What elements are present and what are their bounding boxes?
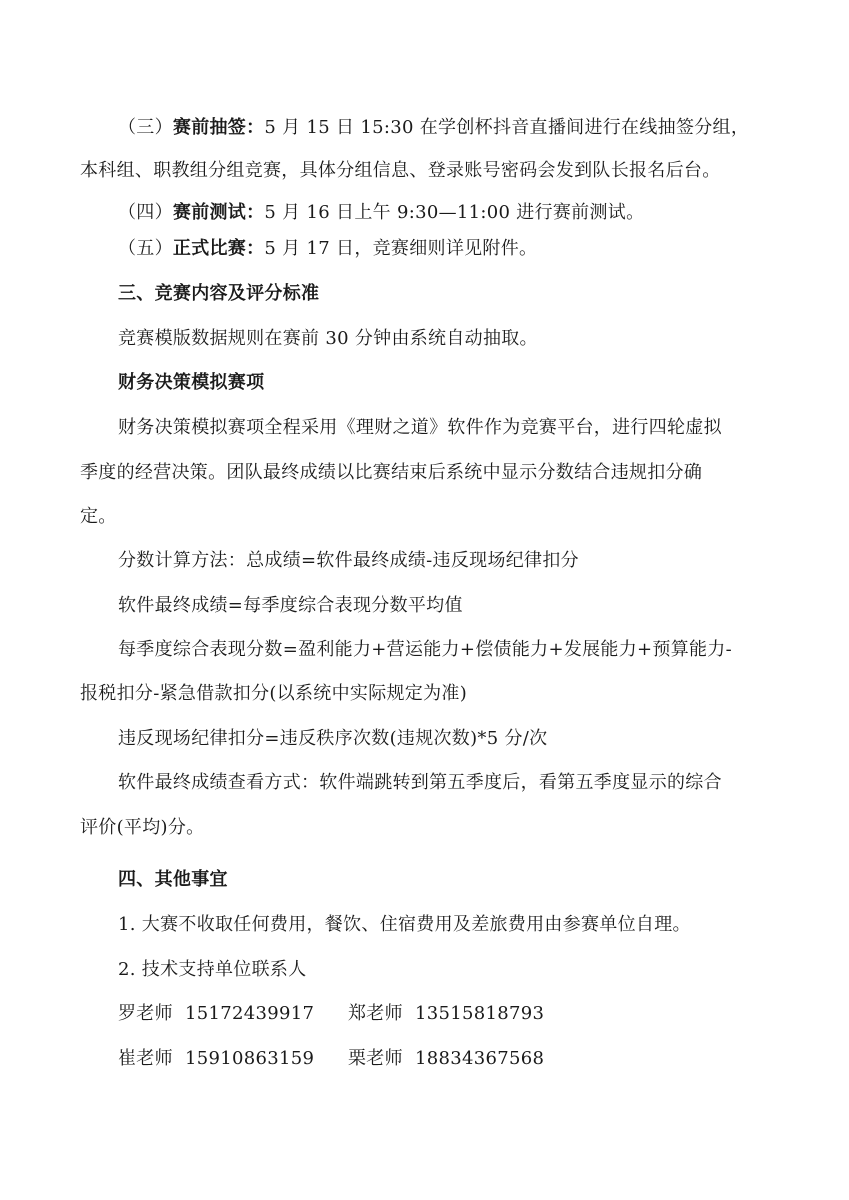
schedule-draw-label: 赛前抽签： (172, 117, 265, 138)
section-4-item-2: 2. 技术支持单位联系人 (118, 959, 307, 980)
formula-quarter-line-2: 报税扣分-紧急借款扣分(以系统中实际规定为准) (80, 683, 468, 704)
contact-phone: 15910863159 (184, 1048, 315, 1069)
formula-total: 分数计算方法：总成绩=软件最终成绩-违反现场纪律扣分 (118, 550, 579, 571)
schedule-test-label: 赛前测试： (172, 202, 265, 223)
schedule-draw-line-1 (118, 115, 749, 141)
contact-name: 郑老师 (348, 1003, 403, 1024)
formula-discipline: 违反现场纪律扣分=违反秩序次数(违规次数)*5 分/次 (118, 728, 548, 749)
schedule-test (118, 200, 644, 226)
contact-name: 崔老师 (118, 1048, 173, 1069)
schedule-test-text: 5 月 16 日上午 9:30—11:00 进行赛前测试。 (264, 202, 645, 223)
score-view-line-2: 评价(平均)分。 (80, 817, 205, 838)
score-view-line-1: 软件最终成绩查看方式：软件端跳转到第五季度后，看第五季度显示的综合 (118, 772, 722, 793)
schedule-formal-prefix: （五） (118, 238, 173, 259)
contact-phone: 13515818793 (414, 1003, 545, 1024)
schedule-draw-text: 5 月 15 日 15:30 在学创杯抖音直播间进行在线抽签分组， (264, 117, 750, 138)
schedule-draw-line-2: 本科组、职教组分组竞赛，具体分组信息、登录账号密码会发到队长报名后台。 (80, 160, 721, 181)
section-3-intro: 竞赛模版数据规则在赛前 30 分钟由系统自动抽取。 (118, 328, 538, 349)
section-4-item-1: 1. 大赛不收取任何费用，餐饮、住宿费用及差旅费用由参赛单位自理。 (118, 914, 691, 935)
section-3-paragraph-line-3: 定。 (80, 506, 117, 527)
schedule-formal (118, 236, 537, 262)
schedule-test-prefix: （四） (118, 202, 173, 223)
schedule-formal-label: 正式比赛： (172, 238, 265, 259)
contact-row-2 (118, 1046, 545, 1072)
contact-row-1 (118, 1001, 545, 1027)
section-3-paragraph-line-2: 季度的经营决策。团队最终成绩以比赛结束后系统中显示分数结合违规扣分确 (80, 462, 703, 483)
formula-software: 软件最终成绩=每季度综合表现分数平均值 (118, 595, 463, 616)
schedule-draw-prefix: （三） (118, 117, 173, 138)
contact-entry-4 (348, 1046, 544, 1072)
schedule-formal-text: 5 月 17 日，竞赛细则详见附件。 (264, 238, 538, 259)
section-3-subtitle: 财务决策模拟赛项 (118, 372, 265, 393)
contact-name: 罗老师 (118, 1003, 173, 1024)
contact-phone: 15172439917 (184, 1003, 315, 1024)
section-3-title: 三、竞赛内容及评分标准 (118, 283, 320, 304)
contact-entry-2 (348, 1001, 544, 1027)
section-4-title: 四、其他事宜 (118, 869, 228, 890)
section-3-paragraph-line-1: 财务决策模拟赛项全程采用《理财之道》软件作为竞赛平台，进行四轮虚拟 (118, 417, 722, 438)
contact-phone: 18834367568 (414, 1048, 545, 1069)
contact-name: 栗老师 (348, 1048, 403, 1069)
formula-quarter-line-1: 每季度综合表现分数=盈利能力+营运能力+偿债能力+发展能力+预算能力- (118, 639, 732, 660)
